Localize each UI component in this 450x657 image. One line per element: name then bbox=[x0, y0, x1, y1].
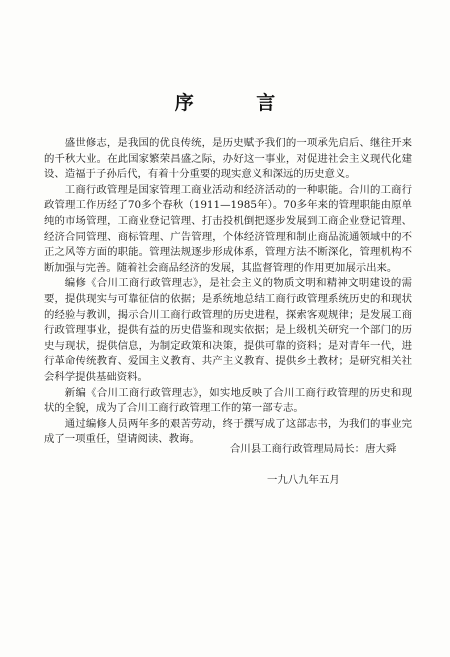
paragraph-5: 通过编修人员两年多的艰苦劳动，终于撰写成了这部志书，为我们的事业完成了一项重任，望请阅读、教诲。 bbox=[44, 417, 412, 446]
paragraph-1: 盛世修志，是我国的优良传统，是历史赋予我们的一项承先启后、继往开来的千秋大业。在此国家繁荣昌盛之际，办好这一事业，对促进社会主义现代化建设、造福于子孙后代，有着十分重要的现实意义和深远的历史意义。 bbox=[44, 137, 412, 181]
preface-body bbox=[44, 136, 412, 448]
author-signature: 合川县工商行政管理局局长：唐大舜 bbox=[230, 443, 397, 455]
paragraph-3: 编修《合川工商行政管理志》，是社会主义的物质文明和精神文明建设的需要，提供现实与可靠征信的依据；是系统地总结工商行政管理系统历史的和现状的经验与教训，揭示合川工商行政管理的历史进程，探索客观规律；是发展工商行政管理事业，提供有益的历史借鉴和现实依据；是上级机关研究一个部门的历史与现状，提供信息，为制定政策和决策，提供可靠的资料；是对青年一代，进行革命传统教育、爱国主义教育、共产主义教育、提供乡土教材；是研究相关社会科学提供基础资料。 bbox=[44, 277, 412, 383]
paragraph-4: 新编《合川工商行政管理志》，如实地反映了合川工商行政管理的历史和现状的全貌，成为了合川工商行政管理工作的第一部专志。 bbox=[44, 386, 412, 415]
page-title: 序 言 bbox=[174, 92, 304, 114]
paragraph-2: 工商行政管理是国家管理工商业活动和经济活动的一种职能。合川的工商行政管理工作历经了70多个春秋（1911—1985年）。70多年来的管理职能由原单纯的市场管理，工商业登记管理、打击投机倒把逐步发展到工商企业登记管理、经济合同管理、商标管理、广告管理，个体经济管理和制止商品流通领域中的不正之风等方面的职能。管理法规逐步形成体系，管理方法不断深化，管理机构不断加强与完善。随着社会商品经济的发展，其监督管理的作用更加展示出来。 bbox=[44, 183, 412, 274]
signature-date: 一九八九年五月 bbox=[267, 474, 340, 486]
